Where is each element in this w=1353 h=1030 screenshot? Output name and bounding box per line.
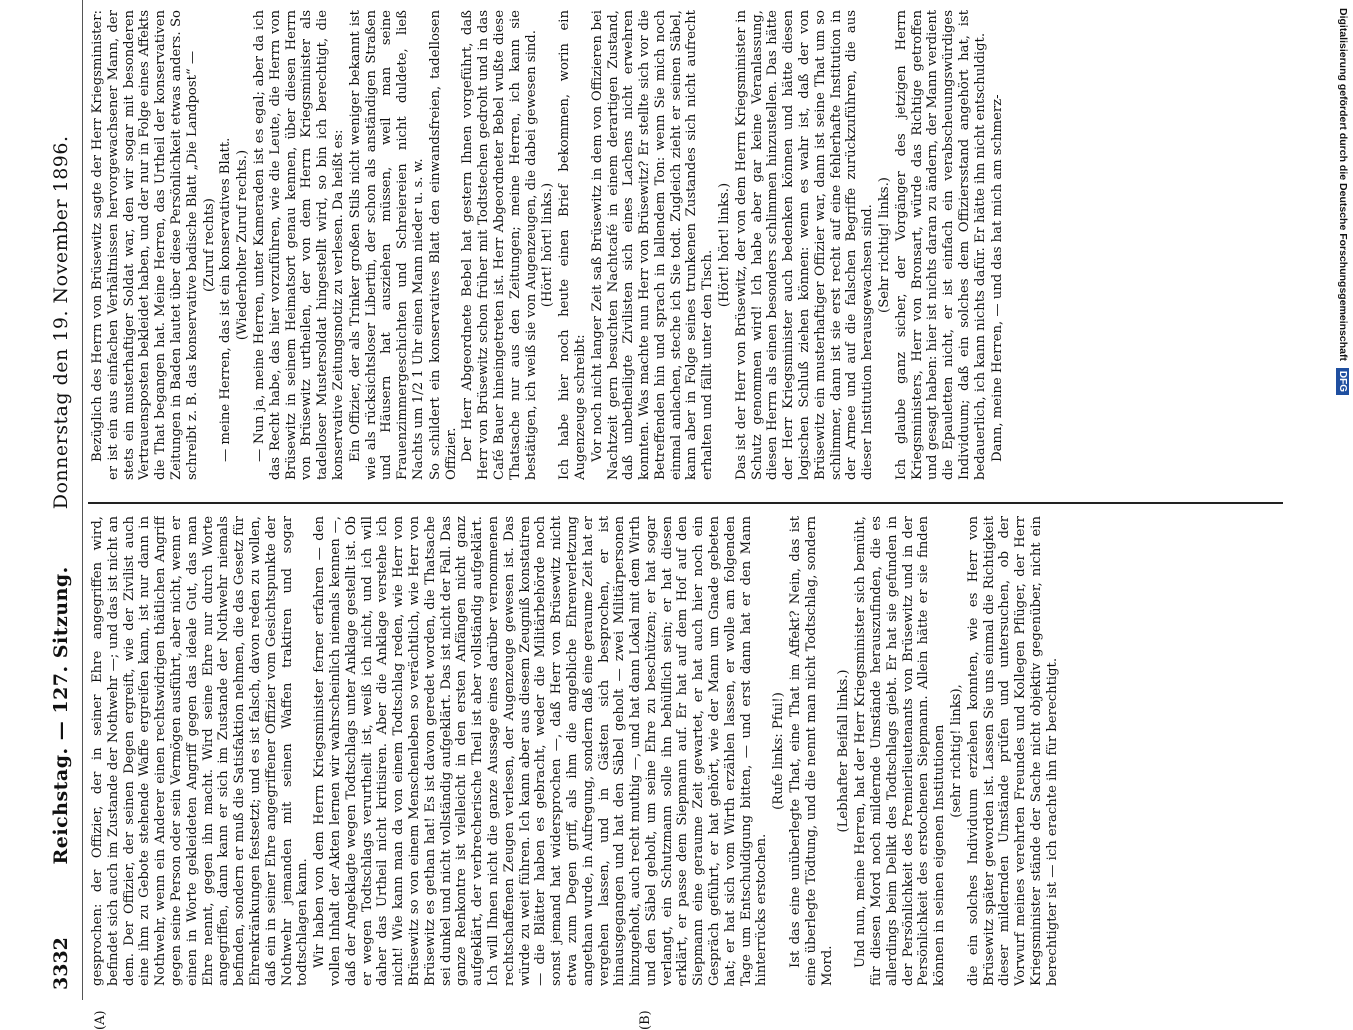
paragraph: gesprochen: der Offizier, der in seiner Ehre angegriffen wird, befindet sich auch im Zustande der Nothwehr —; und das ist nicht an dem. Der Offizier, der seinen Degen ergreift, wie der Zivilist auch eine ihm zu Gebote stehende Waffe ergreifen kann, ist nur dann in Nothwehr, wenn ein Anderer einen rechtswidrigen thätlichen Angriff gegen seine Person oder sein Vermögen ausführt, aber nicht, wenn er einen in Worte gekleideten Angriff gegen das ideale Gut, das man Ehre nennt, gegen ihn macht. Wird seine Ehre nur durch Worte angegriffen, dann kann er sich im Zustande der Nothwehr niemals befinden, sondern er muß die Satisfaktion nehmen, die das Gesetz für Ehrenkränkungen festsetzt; und es ist falsch, davon reden zu wollen, daß ein in seiner Ehre angegriffener Offizier vom Gesichtspunkte der Nothwehr jemanden mit seinen Waffen traktiren und sogar todtschlagen kann. bbox=[90, 516, 311, 986]
paragraph: die ein solches Individuum erziehen konnten, wie es Herr von Brüsewitz später geworden ist. Lassen Sie uns einmal die Richtigkeit dieser mildernden Umstände prüfen und untersuchen, ob der Vorwurf meines verehrten Freundes und Kollegen Pflüger, der Herr Kriegsminister stände der Sache nicht objektiv gegenüber, nicht ein berechtigter ist — ich erachte ihn für berechtigt. bbox=[965, 516, 1060, 986]
interjection: (Lebhafter Beifall links.) bbox=[836, 669, 852, 833]
paragraph: Wir haben von dem Herrn Kriegsminister ferner erfahren — den vollen Inhalt der Akten lernen wir wahrscheinlich niemals kennen —, daß der Angeklagte wegen Todtschlags unter Anklage gestellt ist. Ob er wegen Todtschlags verurtheilt ist, weiß ich nicht, und ich will daher das Urtheil nicht kritisiren. Aber die Anklage verstehe ich nicht! Wie kann man da von einem Todtschlag reden, wie Herr von Brüsewitz so von einem Menschenleben so verächtlich, wie Herr von Brüsewitz es gethan hat! Es ist davon geredet worden, die Thatsache sei dunkel und nicht vollständig aufgeklärt. Das ist nicht der Fall. Das ganze Renkontre ist vielleicht in den ersten Anfängen nicht ganz aufgeklärt, der verbrecherische Theil ist aber vollständig aufgeklärt. Ich will Ihnen nicht die ganze Aussage eines darüber vernommenen rechtschaffenen Zeugen verlesen, der Augenzeuge gewesen ist. Das würde zu weit führen. Ich kann aber aus diesem Zeugniß konstatiren — die Blätter haben es gebracht, weder die Militärbehörde noch sonst jemand hat widersprochen —, daß Herr von Brüsewitz nicht etwa zum Degen griff, als ihm die angebliche Ehrenverletzung angethan wurde, in Aufregung, sondern daß eine geraume Zeit hat er vergehen lassen, und in Gästen sich besprochen, er ist hinausgegangen und hat den Säbel geholt — zwei Militärpersonen hinzugeholt, auch recht muthig —, und hat dann Lokal mit dem Wirth und den Säbel geholt, um seine Ehre zu beschützen; er hat sogar verlangt, ein Schutzmann solle ihn behülflich sein; er hat diesen erklärt, er passe dem Siepmann auf. Er hat auf dem Hof auf den Siepmann eine geraume Zeit gewartet, er hat auch hier noch ein Gespräch geführt, er hat gehört, wie der Mann um Gnade gebeten hat; er hat sich vom Wirth erzählen lassen, er wolle am folgenden Tage um Entschuldigung bitten, — und erst dann hat er den Mann hinterrücks erstochen. bbox=[312, 516, 770, 986]
paragraph: Ich glaube ganz sicher, der Vorgänger des jetzigen Herrn Kriegsministers, Herr von Bronsart, würde das Richtige getroffen und gesagt haben: hier ist nichts daran zu ändern, der Mann verdient die Epauletten nicht, er ist einfach ein verabscheuungswürdiges Individuum; daß ein solches dem Offiziersstand angehört hat, ist bedauerlich, ich kann nichts dafür. Er hätte ihn nicht entschuldigt. bbox=[893, 10, 988, 480]
interjection: (Rufe links: Pfui!) bbox=[771, 692, 787, 810]
paragraph: Dann, meine Herren, — und das hat mich am schmerz- bbox=[989, 94, 1005, 462]
margin-mark-b: (B) bbox=[638, 1010, 653, 1030]
credit-text: Digitalisierung gefördert durch die Deutsche Forschungsgemeinschaft bbox=[1337, 8, 1349, 361]
quotation: Ein Offizier, der als Trinker großen Stils nicht weniger bekannt ist wie als rücksichtsloser Libertin, der schon als anständigen Straßen und Häusern hat ausziehen müssen, weil man seine Frauenzimmergeschichten und Schreiereien nicht duldete, ließ Nachts um 1/2 1 Uhr einen Mann nieder u. s. w. bbox=[347, 10, 426, 480]
page-header bbox=[38, 0, 78, 1000]
interjection: (Zuruf rechts) bbox=[201, 198, 217, 292]
session-title: Reichstag. — 127. Sitzung. bbox=[50, 566, 72, 865]
interjection: (Hört! hört! links.) bbox=[540, 182, 556, 308]
interjection: (sehr richtig! links), bbox=[949, 684, 965, 818]
session-date: Donnerstag den 19. November 1896. bbox=[50, 135, 72, 510]
paragraph: Ist das eine unüberlegte That, eine That im Affekt? Nein, das ist eine überlegte Tödtung, und die nennt man nicht Todtschlag, sondern Mord. bbox=[788, 516, 835, 986]
left-column bbox=[90, 516, 1280, 986]
paragraph: Das ist der Herr von Brüsewitz, der von dem Herrn Kriegsminister in Schutz genommen wird! Ich habe aber gar keine Veranlassung, diesen Herrn als einen besonders schlimmen hinzustellen. Das hätte der Herr Kriegsminister auch bedenken können und hätte diesen logischen Schluß ziehen können: wenn es wahr ist, daß der von Brüsewitz ein musterhaftiger Offizier war, dann ist seine That um so schlimmer, dann ist sie erst recht auf eine fehlerhafte Institution in der Armee und auf die falschen Begriffe zurückzuführen, die aus dieser Institution herausgewachsen sind. bbox=[733, 10, 876, 480]
paragraph: — meine Herren, das ist ein konservatives Blatt. bbox=[218, 137, 234, 462]
quotation: Vor noch nicht langer Zeit saß Brüsewitz in dem von Offizieren bei Nachtzeit gern besuchten Nachtcafé in einem derartigen Zustand, daß unbetheiligte Zivilisten sich eines Lachens nicht erwehren konnten. Was machte nun Herr von Brüsewitz? Er stellte sich vor die Betreffenden hin und sprach in lallendem Ton: wenn Sie mich noch einmal anlachen, steche ich Sie todt. Zugleich zieht er seinen Säbel, kann aber in Folge seines trunkenen Zustandes sich nicht aufrecht erhalten und fällt unter den Tisch. bbox=[589, 10, 716, 480]
interjection: (Hört! hört! links.) bbox=[717, 182, 733, 308]
right-column bbox=[90, 10, 1280, 480]
paragraph: Der Herr Abgeordnete Bebel hat gestern Ihnen vorgeführt, daß Herr von Brüsewitz schon früher mit Todtstechen gedroht und in das Café Bauer hineingetreten ist. Herr Abgeordneter Bebel wußte diese Thatsache nur aus den Zeitungen; meine Herren, ich kann sie bestätigen, ich weiß sie von Augenzeugen, die dabei gewesen sind. bbox=[460, 10, 539, 480]
paragraph: — Nun ja, meine Herren, unter Kameraden ist es egal; aber da ich das Recht habe, das hier vorzuführen, wie die Leute, die Herrn von Brüsewitz in seinem Heimatsort genau kennen, über diesen Herrn von Brüsewitz urtheilen, der von dem Herrn Kriegsminister als tadelloser Mustersoldat hingestellt wird, so bin ich berechtigt, die konservative Zeitungsnotiz zu verlesen. Da heißt es: bbox=[251, 10, 346, 480]
credit-line bbox=[1333, 8, 1353, 992]
paragraph: Und nun, meine Herren, hat der Herr Kriegsminister sich bemüht, für diesen Mord noch mildernde Umstände herauszufinden, die es allerdings beim Delikt des Todtschlags giebt. Er hat sie gefunden in der Persönlichkeit des Premierlieutenants von Brüsewitz und in der Persönlichkeit des erstochenen Siepmann. Allein hätte er sie finden können in seinen eigenen Institutionen bbox=[853, 516, 948, 986]
interjection: (Sehr richtig! links.) bbox=[877, 177, 893, 313]
column-divider bbox=[88, 502, 1283, 504]
margin-mark-a: (A) bbox=[93, 1010, 108, 1030]
rotated-page-content bbox=[38, 0, 1338, 1030]
paragraph: So schildert ein konservatives Blatt den einwandsfreien, tadellosen Offizier. bbox=[427, 10, 459, 480]
digitization-credit bbox=[1333, 8, 1353, 992]
header-rule bbox=[82, 0, 83, 1000]
page-number: 3332 bbox=[50, 937, 72, 990]
dfg-logo: DFG bbox=[1336, 368, 1349, 395]
header-line bbox=[50, 0, 72, 1000]
paragraph: Bezüglich des Herrn von Brüsewitz sagte der Herr Kriegsminister: er ist ein aus einfachen Verhältnissen hervorgewachsener Mann, der stets ein musterhaftiger Soldat war, den wir sogar mit besonderen Vertrauensposten bekleidet haben, und der nur in Folge eines Affekts die That begangen hat. Meine Herren, das Urtheil der konservativen Zeitungen in Baden lautet über diese Persönlichkeit etwas anders. So schreibt z. B. das konservative badische Blatt „Die Landpost“ — bbox=[90, 10, 200, 480]
paragraph: Ich habe hier noch heute einen Brief bekommen, worin ein Augenzeuge schreibt: bbox=[557, 10, 588, 480]
interjection: (Wiederholter Zuruf rechts.) bbox=[235, 149, 251, 341]
